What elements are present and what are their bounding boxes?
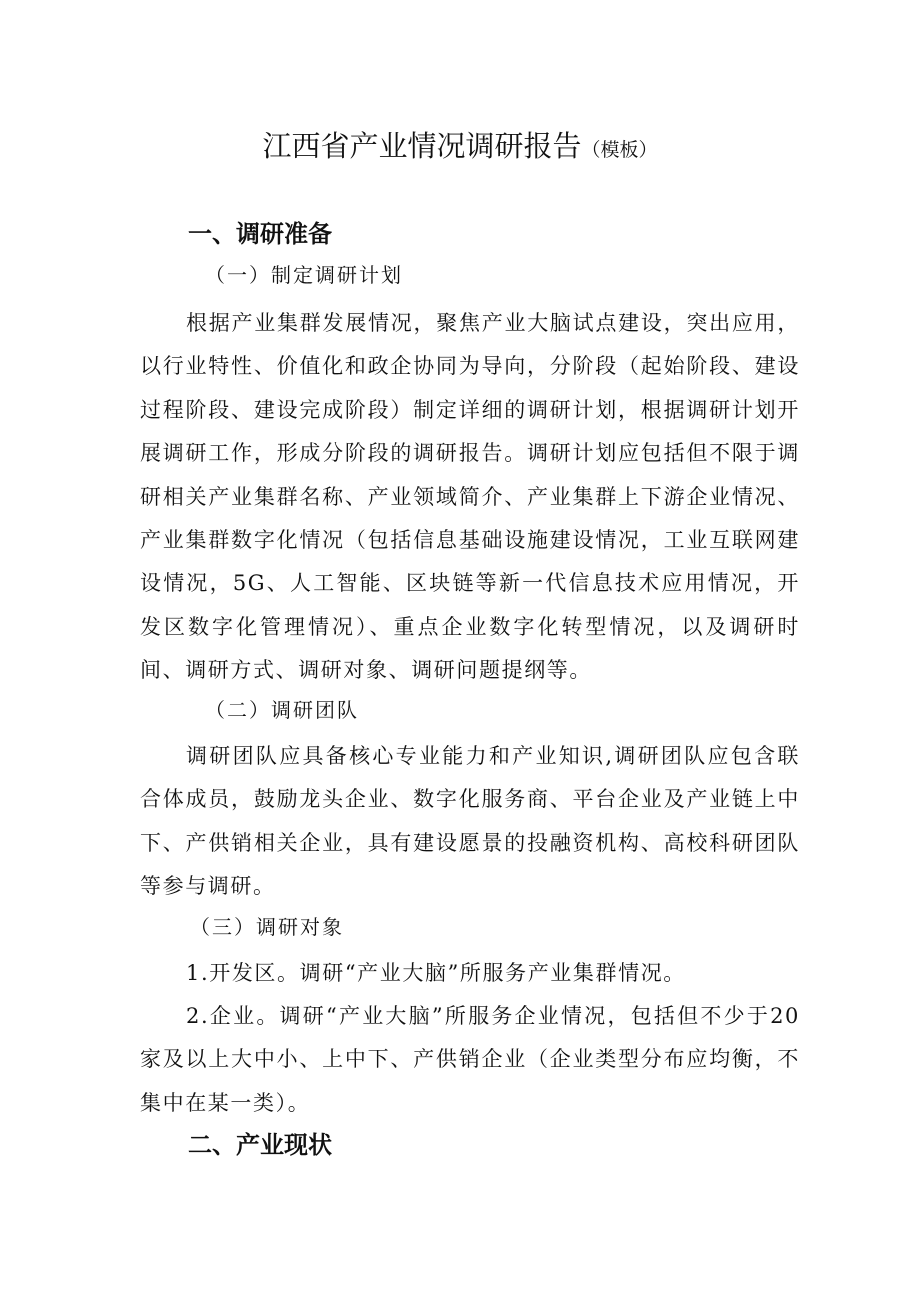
paragraph-plan: 根据产业集群发展情况，聚焦产业大脑试点建设，突出应用，以行业特性、价值化和政企协同为导向，分阶段（起始阶段、建设过程阶段、建设完成阶段）制定详细的调研计划，根据调研计划开展调研工作，形成分阶段的调研报告。调研计划应包括但不限于调研相关产业集群名称、产业领域简介、产业集群上下游企业情况、产业集群数字化情况（包括信息基础设施建设情况，工业互联网建设情况，5G、人工智能、区块链等新一代信息技术应用情况，开发区数字化管理情况）、重点企业数字化转型情况，以及调研时间、调研方式、调研对象、调研问题提纲等。 [140, 311, 800, 683]
title-suffix: （模板） [581, 139, 658, 161]
section-heading-2: 二、产业现状 [188, 1131, 332, 1159]
subsection-heading-team: （二）调研团队 [205, 698, 359, 722]
subsection-heading-plan: （一）制定调研计划 [205, 263, 403, 287]
section-heading-1: 一、调研准备 [188, 220, 332, 248]
subsection-heading-objects: （三）调研对象 [190, 915, 344, 939]
list-item-enterprise: 2.企业。调研“产业大脑”所服务企业情况，包括但不少于20家及以上大中小、上中下、产供销企业（企业类型分布应均衡，不集中在某一类）。 [140, 1004, 800, 1115]
title-text: 江西省产业情况调研报告 [262, 129, 582, 163]
paragraph-team: 调研团队应具备核心专业能力和产业知识,调研团队应包含联合体成员，鼓励龙头企业、数字化服务商、平台企业及产业链上中下、产供销相关企业，具有建设愿景的投融资机构、高校科研团队等参与调研。 [140, 744, 800, 899]
list-item-development-zone: 1.开发区。调研“产业大脑”所服务产业集群情况。 [186, 961, 686, 985]
document-title [0, 124, 920, 172]
